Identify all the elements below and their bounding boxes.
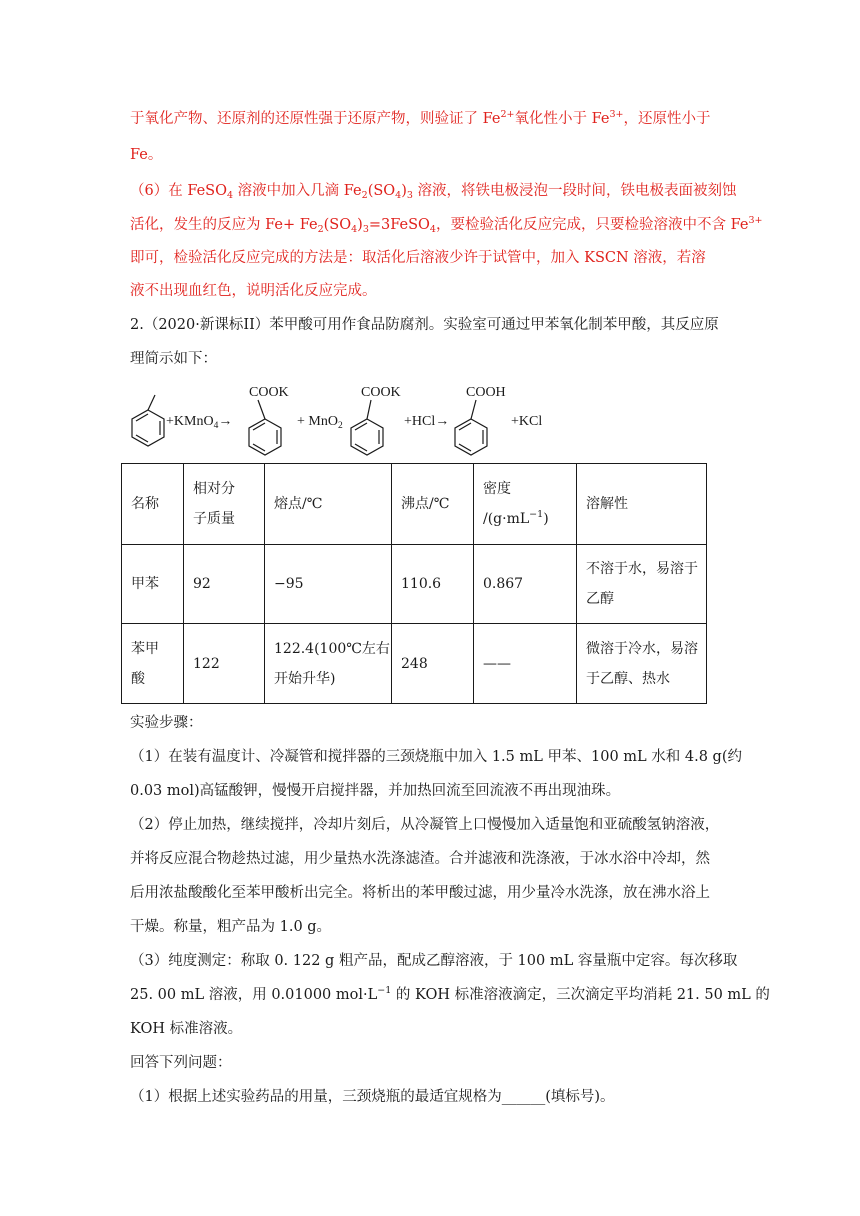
cell-name: 甲苯 [122,545,184,624]
step-1-line-1: （1）在装有温度计、冷凝管和搅拌器的三颈烧瓶中加入 1.5 mL 甲苯、100 mL 水和 4.8 g(约 [130,749,742,765]
byproduct-mno2: + MnO$_2$ [297,414,343,431]
reagent-hcl: +HCl→ [404,414,450,429]
question-intro-1: 2.（2020·新课标II）苯甲酸可用作食品防腐剂。实验室可通过甲苯氧化制苯甲酸，其反应原 [130,317,719,333]
header-density: 密度 $/(g\cdot mL^{-1})$ [474,464,577,545]
byproduct-kcl: +KCl [511,414,543,429]
step-2-line-4: 干燥。称量，粗产品为 1.0 g。 [130,919,332,935]
answer-line-5: 即可，检验活化反应完成的方法是：取活化后溶液少许于试管中，加入 KSCN 溶液，若溶 [130,250,706,266]
step-3-line-3: KOH 标准溶液。 [130,1021,243,1037]
step-2-line-1: （2）停止加热，继续搅拌，冷却片刻后，从冷凝管上口慢慢加入适量饱和亚硫酸氢钠溶液， [130,817,720,833]
cell-solubility: 微溶于冷水，易溶 于乙醇、热水 [577,624,707,704]
cell-solubility: 不溶于水，易溶于 乙醇 [577,545,707,624]
table-header-row [122,464,707,545]
steps-title: 实验步骤： [130,715,203,731]
header-melting-point: 熔点/℃ [265,464,392,545]
answer-line-4: 活化，发生的反应为 $Fe+ Fe_2(SO_4)_3=3FeSO_4$，要检验活化反应完成，只要检验溶液中不含 $Fe^{3+}$ [130,215,763,235]
benzoate-structure-1 [249,400,281,455]
header-mass: 相对分 子质量 [184,464,265,545]
label-cook-2: COOK [361,385,401,400]
cell-density: 0.867 [474,545,577,624]
label-cook-1: COOK [249,385,289,400]
toluene-structure [132,395,164,446]
header-boiling-point: 沸点/℃ [392,464,474,545]
cell-mass: 92 [184,545,265,624]
reaction-scheme [125,378,725,458]
table-row [122,545,707,624]
cell-melting-point: 122.4(100℃左右 开始升华) [265,624,392,704]
header-solubility: 溶解性 [577,464,707,545]
cell-mass: 122 [184,624,265,704]
question-1: （1）根据上述实验药品的用量，三颈烧瓶的最适宜规格为______(填标号)。 [130,1089,615,1105]
cell-boiling-point: 248 [392,624,474,704]
reagent-kmno4: +KMnO$_4$→ [166,414,233,431]
step-1-line-2: 0.03 mol)高锰酸钾，慢慢开启搅拌器，并加热回流至回流液不再出现油珠。 [130,783,621,799]
cell-boiling-point: 110.6 [392,545,474,624]
table-row [122,624,707,704]
cell-name: 苯甲 酸 [122,624,184,704]
step-3-line-1: （3）纯度测定：称取 0. 122 g 粗产品，配成乙醇溶液，于 100 mL 容量瓶中定容。每次移取 [130,953,738,969]
questions-title: 回答下列问题： [130,1055,232,1071]
cell-density: —— [474,624,577,704]
answer-line-6: 液不出现血红色，说明活化反应完成。 [130,283,377,299]
benzoic-acid-structure [455,400,487,455]
properties-table [121,463,707,704]
step-3-line-2: 25. 00 mL 溶液，用 0.01000 $mol\cdot L^{-1}$ 的 KOH 标准溶液滴定，三次滴定平均消耗 21. 50 mL 的 [130,985,770,1003]
answer-line-2: Fe。 [130,147,163,163]
question-intro-2: 理简示如下： [130,351,217,367]
benzoate-structure-2 [351,400,383,455]
answer-line-1: 于氧化产物、还原剂的还原性强于还原产物，则验证了 $Fe^{2+}$氧化性小于 $Fe^{3+}$，还原性小于 [130,109,711,127]
cell-melting-point: −95 [265,545,392,624]
answer-line-3: （6）在 FeSO$_4$ 溶液中加入几滴 $Fe_2(SO_4)_3$ 溶液，将铁电极浸泡一段时间，铁电极表面被刻蚀 [130,183,737,201]
label-cooh: COOH [466,385,506,400]
step-2-line-3: 后用浓盐酸酸化至苯甲酸析出完全。将析出的苯甲酸过滤，用少量冷水洗涤，放在沸水浴上 [130,885,710,901]
header-name: 名称 [122,464,184,545]
step-2-line-2: 并将反应混合物趁热过滤，用少量热水洗涤滤渣。合并滤液和洗涤液，于冰水浴中冷却，然 [130,851,710,867]
